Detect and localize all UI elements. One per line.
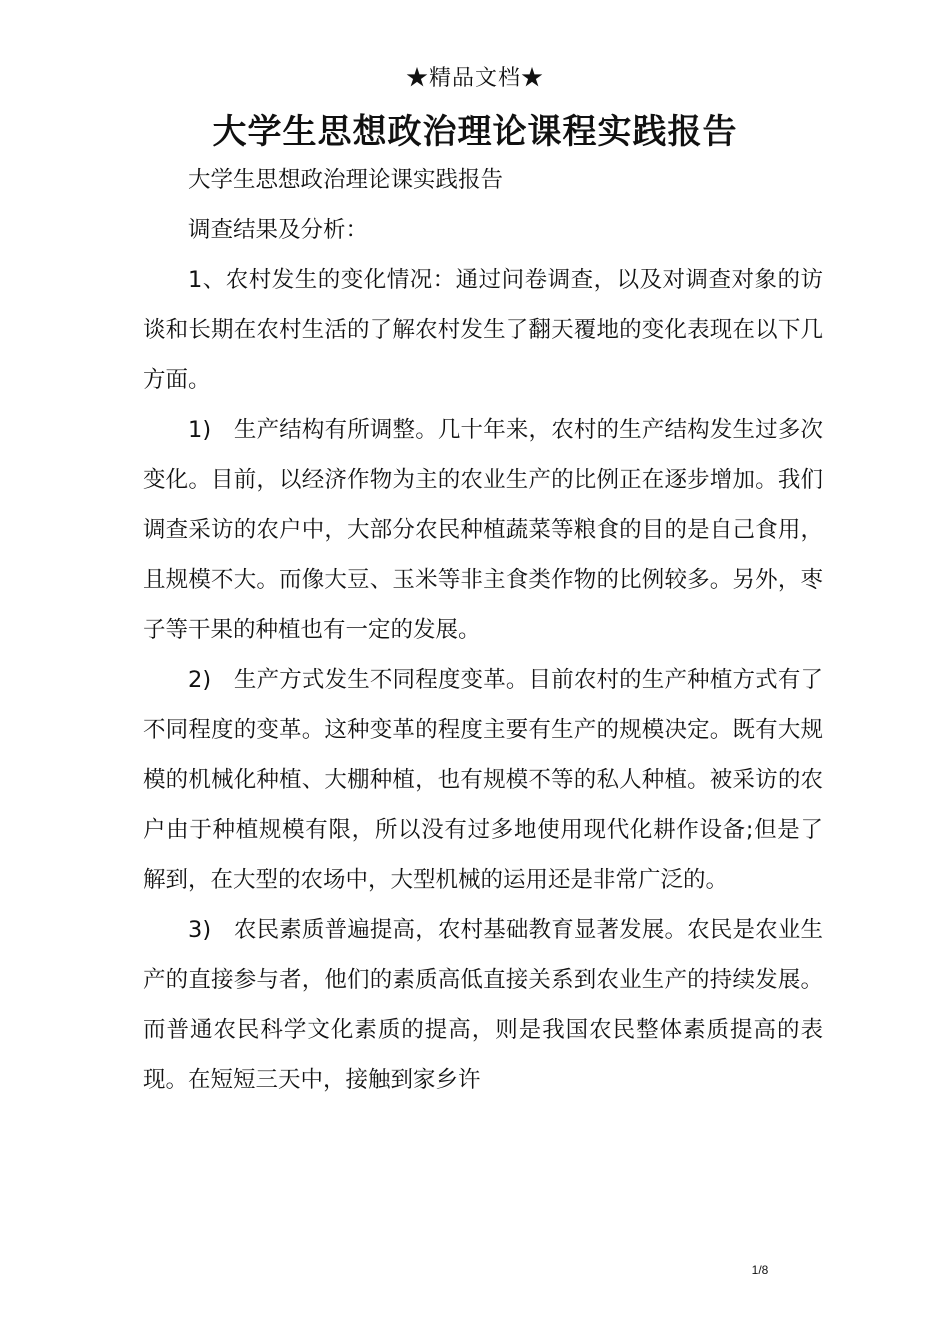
paragraph-production-structure: 1) 生产结构有所调整。几十年来，农村的生产结构发生过多次变化。目前，以经济作物为主的农业生产的比例正在逐步增加。我们调查采访的农户中，大部分农民种植蔬菜等粮食的目的是自己食用，且规模不大。而像大豆、玉米等非主食类作物的比例较多。另外，枣子等干果的种植也有一定的发展。 [143,417,823,643]
paragraph-farmer-quality: 3) 农民素质普遍提高，农村基础教育显著发展。农民是农业生产的直接参与者，他们的素质高低直接关系到农业生产的持续发展。而普通农民科学文化素质的提高，则是我国农民整体素质提高的表现。在短短三天中，接触到家乡许 [143,917,823,1093]
header-mark: ★精品文档★ [405,66,544,91]
page-number: 1/8 [751,1263,769,1277]
paragraph-production-methods: 2) 生产方式发生不同程度变革。目前农村的生产种植方式有了不同程度的变革。这种变革的程度主要有生产的规模决定。既有大规模的机械化种植、大棚种植，也有规模不等的私人种植。被采访的农户由于种植规模有限，所以没有过多地使用现代化耕作设备;但是了解到，在大型的农场中，大型机械的运用还是非常广泛的。 [143,667,823,893]
document-body [143,155,823,1105]
paragraph-subtitle: 大学生思想政治理论课实践报告 [188,167,504,193]
document-title: 大学生思想政治理论课程实践报告 [212,112,738,152]
paragraph-results-heading: 调查结果及分析： [188,217,369,243]
paragraph-rural-changes: 1、农村发生的变化情况：通过问卷调查，以及对调查对象的访谈和长期在农村生活的了解农村发生了翻天覆地的变化表现在以下几方面。 [143,267,823,393]
